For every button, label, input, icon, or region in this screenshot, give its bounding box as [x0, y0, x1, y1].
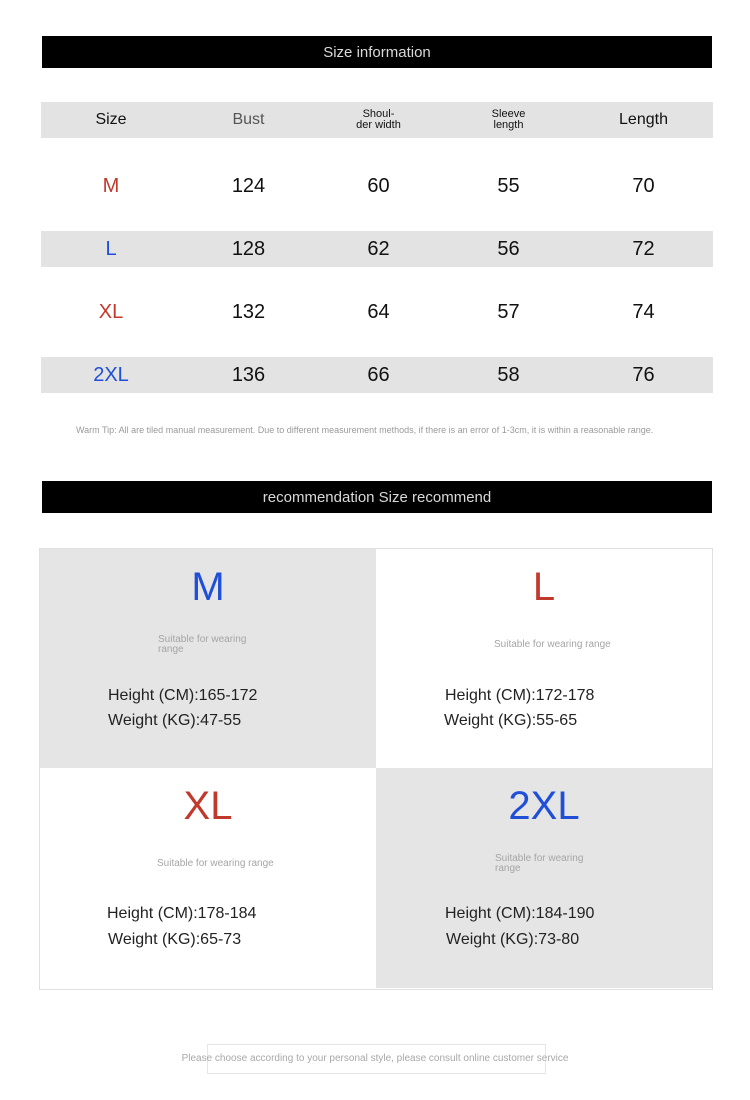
recommend-size: L	[532, 565, 556, 609]
size-information-bar	[42, 36, 712, 68]
row-shoulder: 60	[367, 174, 390, 197]
size-recommend-title: recommendation Size recommend	[262, 488, 492, 506]
recommend-size: XL	[183, 784, 233, 828]
row-sleeve: 56	[497, 237, 520, 260]
height-range: Height (CM):178-184	[107, 905, 257, 922]
row-length: 72	[632, 237, 655, 260]
weight-range: Weight (KG):47-55	[108, 712, 242, 729]
header-bust: Bust	[232, 111, 265, 128]
header-shoulder-width: Shoul- der width	[356, 108, 401, 131]
row-bust: 124	[231, 174, 266, 197]
row-size: XL	[98, 300, 124, 323]
row-length: 76	[632, 363, 655, 386]
recommend-card-l	[376, 549, 712, 769]
recommend-size: M	[191, 565, 225, 609]
size-table-header	[41, 102, 713, 138]
table-row	[41, 294, 713, 330]
footer-note: Please choose according to your personal style, please consult online customer service	[181, 1053, 569, 1064]
recommendation-grid	[39, 548, 713, 990]
height-range: Height (CM):172-178	[445, 687, 595, 704]
suitable-label: Suitable for wearing range	[157, 858, 274, 869]
height-range: Height (CM):184-190	[445, 905, 595, 922]
recommend-size: 2XL	[508, 784, 580, 828]
row-size: L	[105, 237, 117, 260]
size-recommend-bar	[42, 481, 712, 513]
warm-tip: Warm Tip: All are tiled manual measurement. Due to different measurement methods, if there is an error of 1-3cm, it is within a reasonable range.	[76, 425, 654, 435]
recommend-card-xl	[40, 768, 376, 988]
header-length: Length	[619, 111, 668, 128]
row-bust: 132	[231, 300, 266, 323]
weight-range: Weight (KG):55-65	[444, 712, 578, 729]
table-row	[41, 168, 713, 204]
suitable-label: Suitable for wearing range	[158, 634, 247, 655]
table-row	[41, 357, 713, 393]
row-shoulder: 64	[367, 300, 390, 323]
row-size: M	[102, 174, 120, 197]
row-shoulder: 66	[367, 363, 390, 386]
row-length: 70	[632, 174, 655, 197]
table-row	[41, 231, 713, 267]
row-shoulder: 62	[367, 237, 390, 260]
row-sleeve: 58	[497, 363, 520, 386]
row-bust: 128	[231, 237, 266, 260]
recommend-card-2xl	[376, 768, 712, 988]
row-size: 2XL	[93, 363, 129, 386]
row-bust: 136	[231, 363, 266, 386]
header-size: Size	[95, 111, 127, 128]
weight-range: Weight (KG):73-80	[446, 931, 580, 948]
row-sleeve: 55	[497, 174, 520, 197]
suitable-label: Suitable for wearing range	[494, 639, 611, 650]
header-sleeve-length: Sleeve length	[491, 108, 526, 131]
height-range: Height (CM):165-172	[108, 687, 258, 704]
recommend-card-m	[40, 549, 376, 769]
suitable-label: Suitable for wearing range	[495, 853, 584, 874]
row-length: 74	[632, 300, 655, 323]
weight-range: Weight (KG):65-73	[108, 931, 242, 948]
size-information-title: Size information	[323, 43, 431, 61]
row-sleeve: 57	[497, 300, 520, 323]
